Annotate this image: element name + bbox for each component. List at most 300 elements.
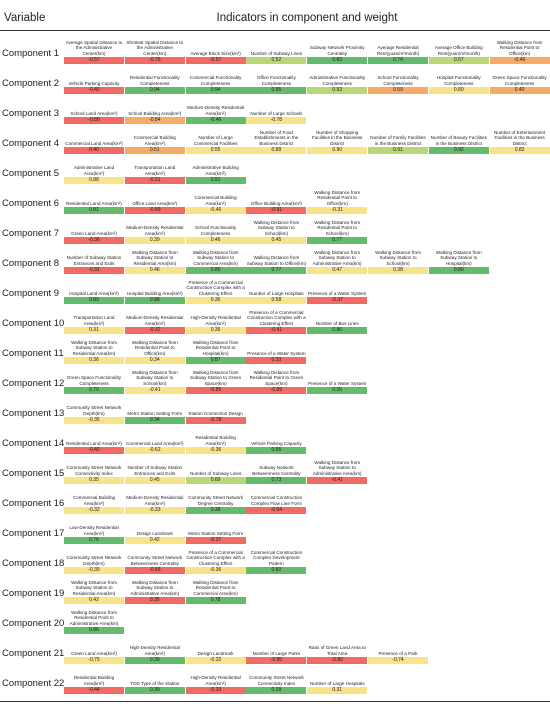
indicator-cell <box>64 366 124 395</box>
indicator-label: Number of Entertainment Facilities in the Business District <box>493 129 546 146</box>
indicator-label: Walking Distance from Subway Station to Administrative Area(km) <box>312 459 362 476</box>
component-row <box>0 396 550 425</box>
indicator-weight: -0.91 <box>246 207 306 214</box>
indicator-weight: 0.57 <box>429 57 489 64</box>
indicator-label: Walking Distance from Subway Station to Administrative Area(km) <box>312 249 362 266</box>
indicator-label: Walking Distance from Subway Station to Residential Area(km) <box>71 579 117 596</box>
indicator-cell <box>307 666 367 695</box>
indicator-weight: 0.95 <box>246 87 306 94</box>
indicator-cell <box>64 216 124 245</box>
indicator-weight: 0.31 <box>307 687 367 694</box>
indicator-label: Metro Station Setting Form <box>188 530 244 536</box>
indicator-label: Walking Distance from Subway Station to Administrative Area(km) <box>130 579 180 596</box>
indicator-label: Hospital Functionality Completeness <box>436 75 481 86</box>
indicator-label: Walking Distance from Residential Point to School(km) <box>314 219 361 236</box>
indicator-cell <box>186 276 246 305</box>
indicator-weight: 0.40 <box>490 87 550 94</box>
indicator-weight: 0.59 <box>368 87 428 94</box>
indicator-cell <box>125 396 185 425</box>
indicator-cell <box>125 516 185 545</box>
indicator-cell <box>64 606 124 635</box>
indicator-weight: 0.40 <box>64 147 124 154</box>
indicator-label: Administrative Land Area(km²) <box>73 165 115 176</box>
indicator-cell <box>368 66 428 95</box>
indicator-weight: 0.39 <box>125 687 185 694</box>
indicator-cell <box>186 66 246 95</box>
indicator-weight: 0.86 <box>307 327 367 334</box>
indicator-label: Average Block Size(km²) <box>190 50 241 56</box>
indicator-label: Number of Bus Lines <box>315 320 359 326</box>
indicator-cell <box>246 546 306 575</box>
indicator-weight: -0.36 <box>186 447 246 454</box>
component-row <box>0 636 550 665</box>
indicator-label: Commercial Functionality Completeness <box>189 75 242 86</box>
component-row <box>0 456 550 485</box>
indicator-weight: 0.81 <box>64 207 124 214</box>
component-name: Component 2 <box>2 78 60 89</box>
indicator-label: Subway Network Betweenness Centrality <box>252 465 301 476</box>
indicator-weight: -0.33 <box>186 687 246 694</box>
indicator-cell <box>186 576 246 605</box>
indicator-cell <box>125 36 185 65</box>
indicator-label: TOD Type of the Station <box>130 680 180 686</box>
indicator-label: Walking Distance from Subway Station to Green Space(km) <box>190 369 242 386</box>
indicator-label: Medium-Density Residential Area(km²) <box>186 105 245 116</box>
indicator-label: Administrative Functionality Completeness <box>309 75 366 86</box>
indicator-weight: -0.84 <box>125 117 185 124</box>
indicator-label: Presence of a Water System <box>308 380 367 386</box>
indicator-weight: -0.62 <box>125 447 185 454</box>
component-name: Component 13 <box>2 408 65 419</box>
indicator-weight: 0.91 <box>368 147 428 154</box>
indicator-label: Residential Building Area(km²) <box>195 435 236 446</box>
indicator-weight: -0.57 <box>186 57 246 64</box>
indicator-weight: -0.46 <box>186 207 246 214</box>
indicator-cell <box>490 36 550 65</box>
indicator-cell <box>186 516 246 545</box>
indicator-label: Hospital Building Area(km²) <box>126 290 183 296</box>
indicator-cell <box>429 66 489 95</box>
indicator-label: Office Land Area(km²) <box>132 200 178 206</box>
indicator-label: Average Residential Rent(yuan/m²month) <box>376 45 420 56</box>
indicator-label: School Functionality Completeness <box>195 225 237 236</box>
indicator-label: Design Landmark <box>197 650 234 656</box>
indicator-weight: 0.34 <box>125 417 185 424</box>
indicator-label: Residential Building Area(km²) <box>73 675 115 686</box>
component-name: Component 5 <box>2 168 60 179</box>
indicator-weight: 0.47 <box>307 267 367 274</box>
indicator-weight: 0.39 <box>246 687 306 694</box>
indicator-label: Residential Land Area(km²) <box>66 200 122 206</box>
variable-column-header: Variable <box>4 12 46 24</box>
indicator-label: Commercial Building Area(km²) <box>133 135 176 146</box>
component-row <box>0 336 550 365</box>
indicator-cell <box>246 246 306 275</box>
indicator-label: Commercial Land Area(km²) <box>65 140 123 146</box>
indicator-label: Presence of a Commercial Construction Complex with a Clustering Effect <box>247 309 306 326</box>
indicator-cell <box>246 306 306 335</box>
indicator-weight: 0.38 <box>368 267 428 274</box>
component-row <box>0 276 550 305</box>
indicator-weight: -0.75 <box>64 657 124 664</box>
component-name: Component 16 <box>2 498 65 509</box>
indicator-label: Administrative Building Area(km²) <box>192 165 239 176</box>
indicator-weight: 0.42 <box>125 537 185 544</box>
indicator-weight: 0.65 <box>246 447 306 454</box>
indicator-label: Walking Distance from Residential Point to Office(km) <box>131 339 178 356</box>
indicator-label: High-Density Residential Area(km²) <box>129 645 180 656</box>
indicator-label: Green Land Area(km²) <box>71 230 117 236</box>
indicator-weight: 0.82 <box>490 147 550 154</box>
indicator-cell <box>246 216 306 245</box>
component-name: Component 11 <box>2 348 64 359</box>
indicator-cell <box>125 156 185 185</box>
indicator-weight: -0.39 <box>64 567 124 574</box>
indicator-weight: 0.36 <box>186 297 246 304</box>
component-row <box>0 486 550 515</box>
indicator-weight: -0.64 <box>246 507 306 514</box>
indicator-cell <box>307 186 367 215</box>
indicator-weight: 0.34 <box>125 357 185 364</box>
indicator-label: High-Density Residential Area(km²) <box>190 675 241 686</box>
indicator-cell <box>429 36 489 65</box>
indicator-cell <box>368 246 428 275</box>
indicator-cell <box>186 36 246 65</box>
indicator-label: Walking Distance from Residential Point to Green Space(km) <box>249 369 304 386</box>
indicator-cell <box>125 546 185 575</box>
indicator-weight: -0.80 <box>307 657 367 664</box>
indicator-cell <box>125 666 185 695</box>
indicator-cell <box>246 366 306 395</box>
indicator-weight: 0.60 <box>246 567 306 574</box>
indicator-cell <box>186 666 246 695</box>
indicator-label: Presence of a Water System <box>308 290 367 296</box>
indicator-label: Walking Distance from Subway Station to Residential Area(km) <box>131 249 178 266</box>
indicator-cell <box>307 126 367 155</box>
indicator-label: Walking Distance from Subway Station to School(km) <box>375 249 421 266</box>
indicator-cell <box>246 276 306 305</box>
indicator-cell <box>307 306 367 335</box>
indicator-weight: 0.36 <box>64 357 124 364</box>
indicator-weight: -0.44 <box>64 687 124 694</box>
indicator-weight: -0.89 <box>64 117 124 124</box>
indicator-label: Community Street Network Connectivity Index <box>66 465 122 476</box>
indicator-label: School Building Area(km²) <box>128 110 182 116</box>
indicator-cell <box>307 366 367 395</box>
indicator-label: Walking Distance from Subway Station to School(km) <box>131 369 178 386</box>
indicator-label: Ratio of Green Land Area to Total Area <box>308 645 366 656</box>
indicator-label: Subway Network Proximity Centrality <box>309 45 365 56</box>
component-row <box>0 576 550 605</box>
indicator-cell <box>64 396 124 425</box>
indicator-cell <box>186 126 246 155</box>
indicator-weight: 0.35 <box>64 477 124 484</box>
indicator-label: Walking Distance from Residential Point to Hospital(km) <box>192 339 239 356</box>
indicator-weight: 0.76 <box>64 537 124 544</box>
indicator-cell <box>186 636 246 665</box>
indicator-label: Number of Subway Station Entrances and Exits <box>127 465 183 476</box>
component-name: Component 21 <box>2 648 65 659</box>
component-name: Component 3 <box>2 108 60 119</box>
indicator-weight: 0.51 <box>125 147 185 154</box>
indicator-weight: -0.40 <box>64 447 124 454</box>
indicator-weight: -0.32 <box>64 507 124 514</box>
indicator-label: Medium-Density Residential Area(km²) <box>126 315 184 326</box>
indicator-weight: 0.39 <box>125 657 185 664</box>
indicator-label: Green Land Area(km²) <box>71 650 117 656</box>
indicator-label: Office Building Area(km²) <box>250 200 302 206</box>
component-name: Component 7 <box>2 228 60 239</box>
indicator-cell <box>307 216 367 245</box>
indicator-cell <box>368 36 428 65</box>
indicator-label: Low-Density Residential Area(km²) <box>69 525 119 536</box>
indicator-cell <box>125 96 185 125</box>
indicator-label: Number of Subway Lines <box>250 50 303 56</box>
component-name: Component 9 <box>2 288 60 299</box>
indicator-cell <box>64 246 124 275</box>
indicator-label: Presence of a Commercial Construction Complex with a Clustering Effect <box>186 549 245 566</box>
indicator-cell <box>125 186 185 215</box>
indicator-weight: 0.91 <box>186 177 246 184</box>
indicator-cell <box>64 576 124 605</box>
table-header <box>0 0 550 31</box>
indicator-label: Walking Distance from Subway Station to School(km) <box>253 219 300 236</box>
component-row <box>0 126 550 155</box>
component-row <box>0 186 550 215</box>
indicator-cell <box>186 426 246 455</box>
indicator-weight: 0.39 <box>125 237 185 244</box>
indicator-weight: -0.31 <box>125 177 185 184</box>
indicator-label: Metro Station Setting Form <box>127 410 183 416</box>
indicator-label: Commercial Building Area(km²) <box>194 195 237 206</box>
indicator-weight: 0.33 <box>246 357 306 364</box>
indicator-cell <box>64 456 124 485</box>
indicator-cell <box>307 246 367 275</box>
indicator-label: Community Street Network Depth(km) <box>66 405 122 416</box>
indicator-label: Presence of a Commercial Construction Complex with a Clustering Effect <box>186 279 245 296</box>
indicator-cell <box>186 486 246 515</box>
indicator-cell <box>429 126 489 155</box>
indicator-weight: -0.36 <box>64 237 124 244</box>
indicator-label: Transportation Land Area(km²) <box>134 165 176 176</box>
indicator-label: Commercial Land Area(km²) <box>126 440 184 446</box>
indicator-weight: -0.41 <box>246 327 306 334</box>
indicator-weight: 0.38 <box>186 507 246 514</box>
indicator-label: Community Street Network Depth(km) <box>66 555 122 566</box>
indicator-cell <box>186 186 246 215</box>
indicator-weight: -0.78 <box>246 117 306 124</box>
indicator-weight: -0.78 <box>186 417 246 424</box>
component-name: Component 17 <box>2 528 65 539</box>
indicator-cell <box>125 456 185 485</box>
indicator-cell <box>490 126 550 155</box>
indicator-cell <box>246 636 306 665</box>
component-row <box>0 426 550 455</box>
indicator-weight: 0.77 <box>307 237 367 244</box>
indicator-cell <box>490 66 550 95</box>
indicator-label: School Functionality Completeness <box>377 75 419 86</box>
indicator-label: Walking Distance from Subway Station to Hospital(km) <box>435 249 482 266</box>
indicator-weight: -0.37 <box>307 297 367 304</box>
indicator-weight: 0.88 <box>246 147 306 154</box>
indicator-label: Green Space Functionality Completeness <box>66 375 122 386</box>
indicator-weight: 0.83 <box>307 57 367 64</box>
indicator-cell <box>246 126 306 155</box>
indicator-weight: 0.73 <box>246 477 306 484</box>
indicator-label: Number of Family Facilities in the Business District <box>370 135 426 146</box>
component-row <box>0 36 550 65</box>
component-name: Component 22 <box>2 678 65 689</box>
component-row <box>0 606 550 635</box>
component-row <box>0 306 550 335</box>
indicator-cell <box>307 36 367 65</box>
indicator-cell <box>64 126 124 155</box>
indicator-cell <box>64 66 124 95</box>
component-row <box>0 216 550 245</box>
component-row <box>0 546 550 575</box>
indicator-weight: -0.31 <box>307 207 367 214</box>
indicator-label: Average Spatial Distance to the Administrative Center(km) <box>65 39 123 56</box>
indicator-label: Commercial Construction Complex Flow Line Form <box>250 495 303 506</box>
indicator-weight: -0.41 <box>125 387 185 394</box>
indicator-cell <box>64 486 124 515</box>
indicator-cell <box>307 636 367 665</box>
indicator-label: Number of Subway Lines <box>189 470 242 476</box>
indicator-cell <box>64 36 124 65</box>
indicator-cell <box>246 486 306 515</box>
component-row <box>0 96 550 125</box>
indicator-cell <box>186 306 246 335</box>
indicator-cell <box>307 456 367 485</box>
indicator-label: Walking Distance from Residential Point to Administrative Area(km) <box>69 609 119 626</box>
indicator-weight: 0.78 <box>186 597 246 604</box>
indicator-label: Number of Beauty Facilities in the Business District <box>430 135 487 146</box>
indicators-column-header: Indicators in component and weight <box>216 12 398 24</box>
indicator-label: Design Landmark <box>136 530 173 536</box>
indicator-weight: 0.45 <box>246 237 306 244</box>
indicator-cell <box>246 66 306 95</box>
indicator-label: Community Street Network Connectivity Index <box>248 675 304 686</box>
indicator-weight: 0.58 <box>246 297 306 304</box>
component-name: Component 15 <box>2 468 65 479</box>
indicator-weight: -0.46 <box>186 117 246 124</box>
indicator-cell <box>125 366 185 395</box>
indicator-cell <box>64 426 124 455</box>
indicator-label: Walking Distance from Residential Point to Commercial Area(km) <box>192 579 239 596</box>
indicator-label: Number of Large Hospitals <box>249 290 304 296</box>
indicator-weight: -0.33 <box>125 507 185 514</box>
indicator-weight: 0.80 <box>429 267 489 274</box>
indicator-label: Shortest Spatial Distance to the Administrative Center(km) <box>126 39 184 56</box>
component-name: Component 10 <box>2 318 65 329</box>
indicator-weight: -0.40 <box>64 87 124 94</box>
indicator-weight: 0.74 <box>368 57 428 64</box>
indicator-cell <box>125 66 185 95</box>
indicator-weight: 0.94 <box>186 87 246 94</box>
indicator-weight: 0.35 <box>307 387 367 394</box>
indicator-label: Residential Functionality Completeness <box>129 75 180 86</box>
indicator-weight: 0.69 <box>186 477 246 484</box>
indicator-weight: -0.75 <box>125 57 185 64</box>
indicator-label: High-Density Residential Area(km²) <box>190 315 241 326</box>
indicator-weight: 0.46 <box>186 237 246 244</box>
component-name: Component 19 <box>2 588 65 599</box>
indicator-cell <box>307 276 367 305</box>
indicator-cell <box>307 66 367 95</box>
indicator-cell <box>246 186 306 215</box>
indicator-weight: -0.89 <box>246 387 306 394</box>
indicator-label: Office Functionality Completeness <box>256 75 296 86</box>
indicator-label: Walking Distance from Subway Station to Commercial Area(km) <box>192 249 239 266</box>
indicator-cell <box>186 336 246 365</box>
indicator-weight: 0.42 <box>64 597 124 604</box>
indicator-cell <box>64 516 124 545</box>
indicator-cell <box>64 636 124 665</box>
indicator-cell <box>186 396 246 425</box>
indicator-cell <box>246 336 306 365</box>
indicator-cell <box>186 96 246 125</box>
indicator-label: Walking Distance from Residential Point to Office(km) <box>314 189 361 206</box>
indicator-label: Number of Food Establishments in the Business District <box>254 129 299 146</box>
indicator-weight: 0.55 <box>186 147 246 154</box>
indicator-weight: -0.32 <box>186 657 246 664</box>
indicator-weight: 0.88 <box>64 177 124 184</box>
indicator-weight: 0.35 <box>125 597 185 604</box>
indicator-label: Residential Land Area(km²) <box>66 440 122 446</box>
component-name: Component 12 <box>2 378 65 389</box>
indicator-cell <box>186 456 246 485</box>
indicator-cell <box>125 246 185 275</box>
indicator-weight: 0.52 <box>246 57 306 64</box>
component-row <box>0 666 550 695</box>
component-row <box>0 516 550 545</box>
indicator-label: Walking Distance from Residential Point to Office(km) <box>496 39 543 56</box>
indicator-weight: -0.85 <box>246 657 306 664</box>
indicator-label: Transportation Land Area(km²) <box>73 315 115 326</box>
indicator-label: Green Space Functionality Completeness <box>492 75 547 86</box>
indicator-cell <box>186 366 246 395</box>
component-name: Component 1 <box>2 48 60 59</box>
indicator-weight: -0.74 <box>368 657 428 664</box>
indicator-label: Presence of a Park <box>378 650 418 656</box>
indicator-cell <box>125 306 185 335</box>
component-name: Component 8 <box>2 258 60 269</box>
indicator-cell <box>368 636 428 665</box>
indicator-label: Number of Large Hospitals <box>309 680 365 686</box>
indicator-cell <box>429 246 489 275</box>
indicator-weight: 0.93 <box>307 87 367 94</box>
indicator-label: Medium-Density Residential Area(km²) <box>126 225 184 236</box>
component-name: Component 4 <box>2 138 60 149</box>
table-bottom-rule <box>0 701 550 702</box>
indicator-cell <box>246 96 306 125</box>
indicator-label: Number of Shopping Facilities in the Business District <box>312 129 363 146</box>
indicator-weight: 0.90 <box>307 147 367 154</box>
indicator-weight: -0.32 <box>125 327 185 334</box>
indicator-cell <box>125 276 185 305</box>
component-name: Component 6 <box>2 198 60 209</box>
indicator-label: Presence of a Water System <box>247 350 306 356</box>
indicator-cell <box>368 126 428 155</box>
indicator-cell <box>125 426 185 455</box>
indicator-weight: 0.31 <box>64 327 124 334</box>
component-name: Component 20 <box>2 618 65 629</box>
indicator-cell <box>64 276 124 305</box>
component-name: Component 14 <box>2 438 65 449</box>
indicator-cell <box>125 336 185 365</box>
indicator-weight: 0.35 <box>186 327 246 334</box>
indicator-label: Number of Large Schools <box>250 110 303 116</box>
